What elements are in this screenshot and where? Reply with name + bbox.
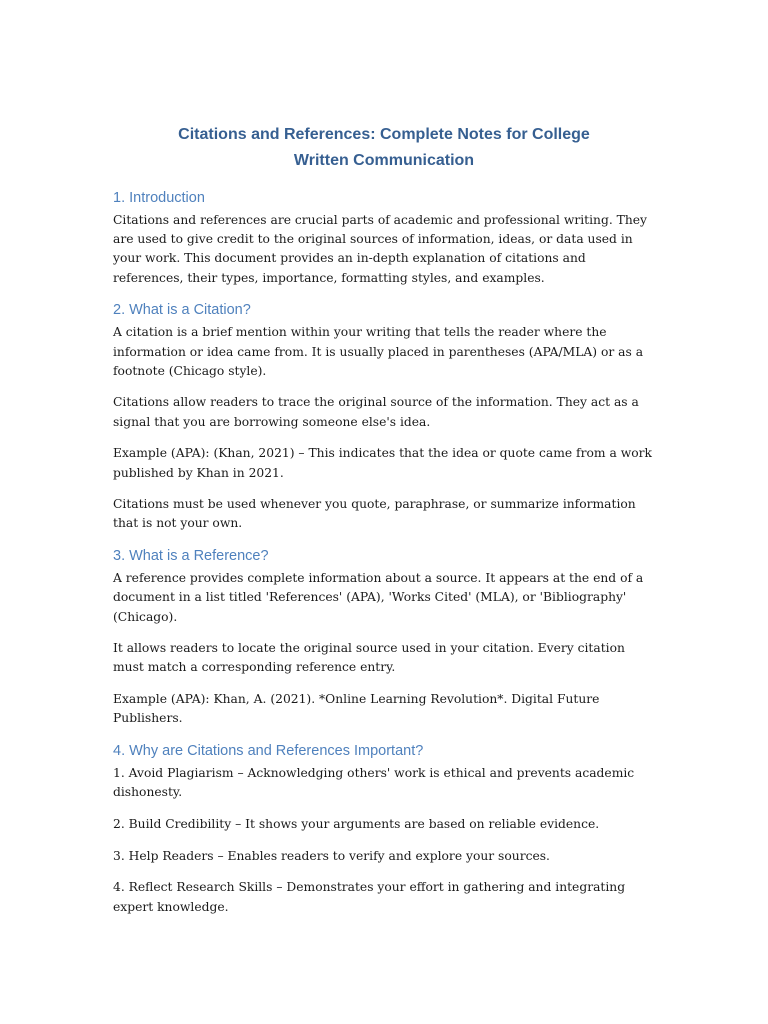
section-heading: 2. What is a Citation? <box>113 302 251 319</box>
list-item: 2. Build Credibility – It shows your arguments are based on reliable evidence. <box>113 816 600 831</box>
paragraph: It allows readers to locate the original source used in your citation. Every citation must match a corresponding reference entry. <box>113 641 625 675</box>
document-page <box>113 122 655 929</box>
section-introduction <box>113 188 655 288</box>
paragraph: Example (APA): Khan, A. (2021). *Online Learning Revolution*. Digital Future Publishers. <box>113 692 600 726</box>
list-item: 4. Reflect Research Skills – Demonstrates your effort in gathering and integrating expert knowledge. <box>113 880 626 914</box>
paragraph: Example (APA): (Khan, 2021) – This indicates that the idea or quote came from a work published by Khan in 2021. <box>113 446 652 480</box>
section-heading: 1. Introduction <box>113 190 205 206</box>
list-item: 3. Help Readers – Enables readers to verify and explore your sources. <box>113 848 550 863</box>
list-item: 1. Avoid Plagiarism – Acknowledging others' work is ethical and prevents academic dishonesty. <box>113 766 635 800</box>
paragraph: Citations must be used whenever you quote, paraphrase, or summarize information that is not your own. <box>113 497 636 531</box>
paragraph: Citations allow readers to trace the original source of the information. They act as a signal that you are borrowing someone else's idea. <box>113 395 639 429</box>
paragraph: A reference provides complete information about a source. It appears at the end of a document in a list titled 'References' (APA), 'Works Cited' (MLA), or 'Bibliography' (Chicago). <box>113 571 644 624</box>
paragraph: Citations and references are crucial parts of academic and professional writing. They are used to give credit to the original sources of information, ideas, or data used in your work. This document provides an in-depth explanation of citations and references, their types, importance, formatting styles, and examples. <box>113 213 648 285</box>
section-heading: 3. What is a Reference? <box>113 548 269 565</box>
section-importance <box>113 741 655 917</box>
section-what-is-citation <box>113 300 655 533</box>
section-heading: 4. Why are Citations and References Important? <box>113 743 424 760</box>
section-what-is-reference <box>113 546 655 728</box>
paragraph: A citation is a brief mention within your writing that tells the reader where the information or idea came from. It is usually placed in parentheses (APA/MLA) or as a footnote (Chicago style). <box>113 325 644 378</box>
document-title: Citations and References: Complete Notes for College Written Communication <box>178 126 590 169</box>
